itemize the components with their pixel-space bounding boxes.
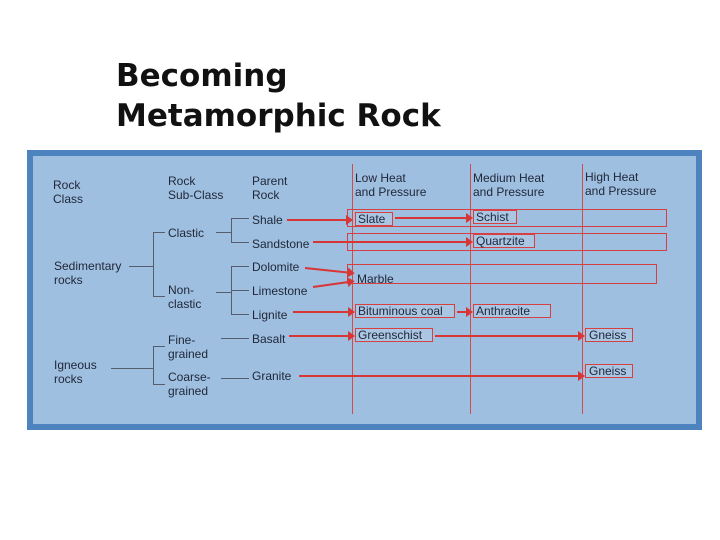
class-sedimentary: Sedimentary rocks <box>54 259 122 287</box>
product-gneiss-1: Gneiss <box>589 328 627 342</box>
header-high-heat: High Heat and Pressure <box>585 170 657 198</box>
connector-nonclastic-top <box>231 266 249 267</box>
header-medium-heat: Medium Heat and Pressure <box>473 171 545 199</box>
arrow-shale-slate <box>287 219 347 221</box>
connector-sed-bottom <box>153 296 165 297</box>
title-line-2: Metamorphic Rock <box>116 98 441 134</box>
connector-clastic-h <box>216 232 231 233</box>
arrow-limestone-marble <box>313 281 349 288</box>
product-schist: Schist <box>476 210 509 224</box>
subclass-nonclastic: Non- clastic <box>168 283 202 311</box>
parent-shale: Shale <box>252 213 283 227</box>
product-marble: Marble <box>357 272 394 286</box>
header-sub-class: Rock Sub-Class <box>168 174 224 202</box>
arrow-dolomite-marble <box>305 267 349 274</box>
arrow-slate-schist <box>395 217 467 219</box>
product-quartzite: Quartzite <box>476 234 525 248</box>
connector-ign-v <box>153 346 154 384</box>
header-rock-class: Rock Class <box>53 178 84 206</box>
class-igneous: Igneous rocks <box>54 358 97 386</box>
connector-sed-h <box>129 266 153 267</box>
connector-sed-top <box>153 232 165 233</box>
page-title <box>116 56 441 136</box>
subclass-fine-grained: Fine- grained <box>168 333 209 361</box>
parent-lignite: Lignite <box>252 308 288 322</box>
header-parent-rock: Parent Rock <box>252 174 288 202</box>
product-greenschist: Greenschist <box>358 328 423 342</box>
connector-clastic-v <box>231 218 232 242</box>
connector-nonclastic-h <box>216 292 231 293</box>
product-anthracite: Anthracite <box>476 304 531 318</box>
product-gneiss-2: Gneiss <box>589 364 627 378</box>
arrow-granite-gneiss <box>299 375 579 377</box>
arrow-bituminous-anthracite <box>457 311 467 313</box>
parent-basalt: Basalt <box>252 332 286 346</box>
arrow-sandstone-quartzite <box>313 241 467 243</box>
parent-granite: Granite <box>252 369 292 383</box>
connector-clastic-top <box>231 218 249 219</box>
product-bituminous-coal: Bituminous coal <box>358 304 443 318</box>
connector-ign-top <box>153 346 165 347</box>
parent-dolomite: Dolomite <box>252 260 300 274</box>
arrow-greenschist-gneiss <box>435 335 579 337</box>
connector-fine-h <box>221 338 249 339</box>
connector-nonclastic-mid <box>231 290 249 291</box>
connector-ign-h <box>111 368 153 369</box>
connector-clastic-bottom <box>231 242 249 243</box>
connector-nonclastic-bottom <box>231 314 249 315</box>
connector-ign-bottom <box>153 384 165 385</box>
connector-coarse-h <box>221 378 249 379</box>
connector-sed-v <box>153 232 154 296</box>
subclass-coarse-grained: Coarse- grained <box>168 370 211 398</box>
parent-limestone: Limestone <box>252 284 308 298</box>
chart-panel <box>33 156 696 424</box>
arrow-lignite-bituminous <box>293 311 349 313</box>
parent-sandstone: Sandstone <box>252 237 310 251</box>
metamorphic-rock-chart <box>27 150 702 430</box>
arrow-basalt-greenschist <box>289 335 349 337</box>
subclass-clastic: Clastic <box>168 226 205 240</box>
product-slate: Slate <box>358 212 386 226</box>
title-line-1: Becoming <box>116 58 288 94</box>
header-low-heat: Low Heat and Pressure <box>355 171 427 199</box>
